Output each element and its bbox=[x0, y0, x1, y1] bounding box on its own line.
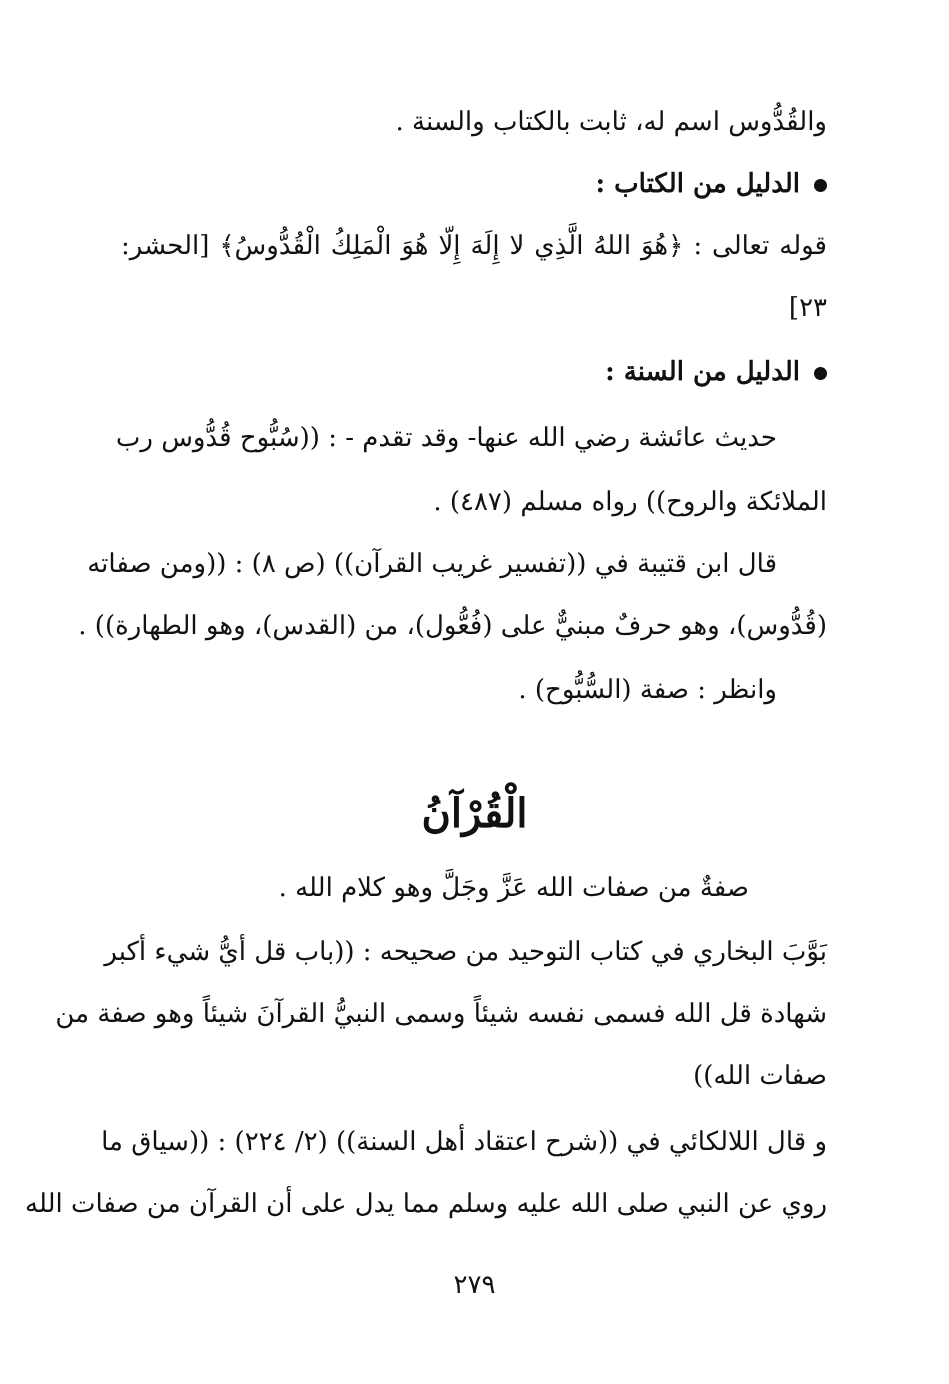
text-line: روي عن النبي صلى الله عليه وسلم مما يدل على أن القرآن من صفات الله bbox=[25, 1189, 827, 1219]
section-title: الْقُرْآنُ bbox=[421, 790, 528, 837]
text-line: ٢٣] bbox=[788, 293, 827, 323]
section-heading-book-evidence bbox=[596, 166, 827, 202]
section-heading-sunnah-evidence bbox=[605, 354, 827, 390]
text-line: و قال اللالكائي في ((شرح اعتقاد أهل السنة)) (٢/ ٢٢٤) : ((سياق ما bbox=[101, 1127, 827, 1157]
text-line: وانظر : صفة (السُّبُّوح) . bbox=[518, 675, 777, 705]
section-heading-label: الدليل من السنة : bbox=[605, 357, 800, 387]
text-line: شهادة قل الله فسمى نفسه شيئاً وسمى النبيُّ القرآنَ شيئاً وهو صفة من bbox=[55, 999, 827, 1029]
page-number: ٢٧٩ bbox=[453, 1270, 496, 1300]
section-heading-label: الدليل من الكتاب : bbox=[595, 169, 800, 199]
text-line: قوله تعالى : ﴿هُوَ اللهُ الَّذِي لا إِلَهَ إِلّا هُوَ الْمَلِكُ الْقُدُّوسُ﴾ [الحشر: bbox=[121, 231, 827, 261]
text-line: حديث عائشة رضي الله عنها- وقد تقدم - : ((سُبُّوح قُدُّوس رب bbox=[115, 423, 777, 453]
text-line: (قُدُّوس)، وهو حرفٌ مبنيٌّ على (فُعُّول)، من (القدس)، وهو الطهارة)) . bbox=[78, 611, 827, 641]
text-line: قال ابن قتيبة في ((تفسير غريب القرآن)) (ص ٨) : ((ومن صفاته bbox=[87, 549, 777, 579]
text-line: صفةٌ من صفات الله عَزَّ وجَلَّ وهو كلام الله . bbox=[278, 873, 749, 903]
text-line: بَوَّبَ البخاري في كتاب التوحيد من صحيحه : ((باب قل أيُّ شيء أكبر bbox=[104, 937, 827, 967]
text-line: الملائكة والروح)) رواه مسلم (٤٨٧) . bbox=[433, 487, 827, 517]
text-line: والقُدُّوس اسم له، ثابت بالكتاب والسنة . bbox=[395, 107, 827, 137]
text-line: صفات الله)) bbox=[693, 1061, 827, 1091]
bullet-icon bbox=[814, 367, 827, 380]
bullet-icon bbox=[814, 179, 827, 192]
